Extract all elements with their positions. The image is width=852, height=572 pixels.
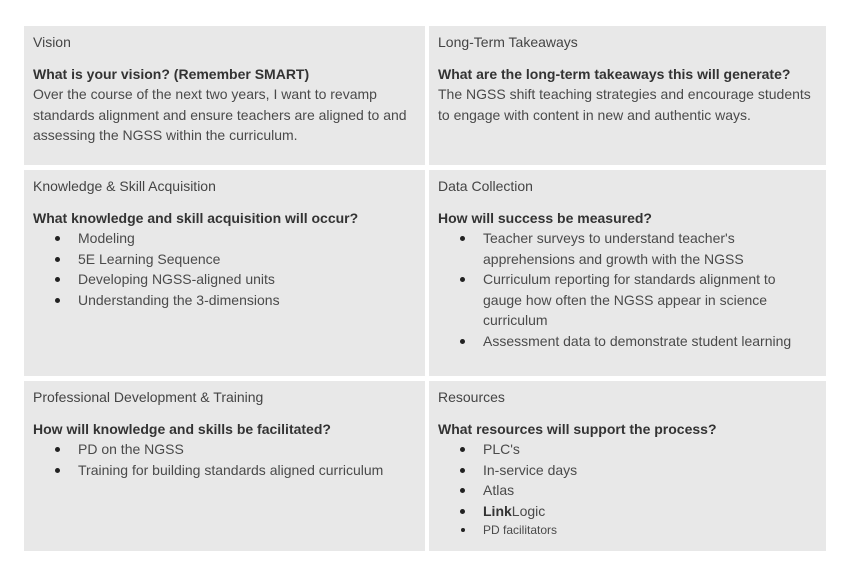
cell-title: Professional Development & Training <box>33 389 264 405</box>
linklogic-rest-text: Logic <box>511 502 546 519</box>
cell-question: What is your vision? (Remember SMART) <box>33 66 310 82</box>
list-item-linklogic <box>438 501 816 522</box>
cell-title: Long-Term Takeaways <box>438 34 578 50</box>
cell-title: Vision <box>33 34 71 50</box>
list-item-small: PD facilitators <box>438 521 816 539</box>
knowledge-list <box>33 228 415 310</box>
cell-question: What knowledge and skill acquisition will occur? <box>33 210 359 226</box>
list-item: Understanding the 3-dimensions <box>33 290 415 311</box>
vision-cell <box>24 26 425 165</box>
cell-body: Over the course of the next two years, I want to revamp standards alignment and ensure teachers are aligned to and assessing the NGSS within the curriculum. <box>33 86 407 143</box>
cell-question: How will success be measured? <box>438 210 652 226</box>
takeaways-cell <box>429 26 826 165</box>
list-item: In-service days <box>438 460 816 481</box>
resources-cell <box>429 381 826 551</box>
linklogic-bold-text: Link <box>483 502 512 519</box>
cell-title: Resources <box>438 389 505 405</box>
planning-grid <box>24 26 826 551</box>
list-item: PD on the NGSS <box>33 439 415 460</box>
cell-question: What resources will support the process? <box>438 421 717 437</box>
list-item: Training for building standards aligned curriculum <box>33 460 415 481</box>
cell-body: The NGSS shift teaching strategies and encourage students to engage with content in new and authentic ways. <box>438 86 811 123</box>
knowledge-cell <box>24 170 425 376</box>
list-item: Assessment data to demonstrate student learning <box>438 331 816 352</box>
cell-question: How will knowledge and skills be facilitated? <box>33 421 331 437</box>
cell-title: Data Collection <box>438 178 533 194</box>
cell-question: What are the long-term takeaways this will generate? <box>438 66 791 82</box>
list-item: Developing NGSS-aligned units <box>33 269 415 290</box>
list-item: Modeling <box>33 228 415 249</box>
cell-title: Knowledge & Skill Acquisition <box>33 178 216 194</box>
pd-list <box>33 439 415 480</box>
list-item: 5E Learning Sequence <box>33 249 415 270</box>
resources-list <box>438 439 816 539</box>
data-collection-cell <box>429 170 826 376</box>
pd-cell <box>24 381 425 551</box>
list-item: Teacher surveys to understand teacher's apprehensions and growth with the NGSS <box>438 228 816 269</box>
list-item: Curriculum reporting for standards alignment to gauge how often the NGSS appear in science curriculum <box>438 269 816 331</box>
list-item: PLC's <box>438 439 816 460</box>
data-collection-list <box>438 228 816 351</box>
list-item: Atlas <box>438 480 816 501</box>
